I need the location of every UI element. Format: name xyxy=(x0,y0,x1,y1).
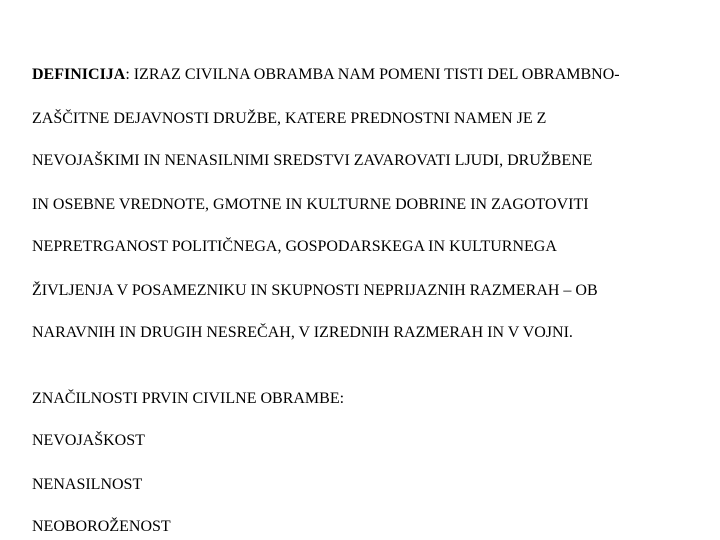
characteristic-item: NEVOJAŠKOST xyxy=(32,432,145,449)
definition-line: NEVOJAŠKIMI IN NENASILNIMI SREDSTVI ZAVAROVATI LJUDI, DRUŽBENE xyxy=(32,152,593,169)
definition-line: NARAVNIH IN DRUGIH NESREČAH, V IZREDNIH RAZMERAH IN V VOJNI. xyxy=(32,324,573,341)
characteristic-item: NEOBOROŽENOST xyxy=(32,518,171,535)
definition-line: NEPRETRGANOST POLITIČNEGA, GOSPODARSKEGA IN KULTURNEGA xyxy=(32,238,557,255)
characteristic-item: NENASILNOST xyxy=(32,476,143,493)
definition-line: ŽIVLJENJA V POSAMEZNIKU IN SKUPNOSTI NEPRIJAZNIH RAZMERAH – OB xyxy=(32,282,598,299)
characteristics-heading: ZNAČILNOSTI PRVIN CIVILNE OBRAMBE: xyxy=(32,390,345,407)
definition-first-line xyxy=(32,65,620,85)
definition-line: IN OSEBNE VREDNOTE, GMOTNE IN KULTURNE DOBRINE IN ZAGOTOVITI xyxy=(32,196,589,213)
definition-line: ZAŠČITNE DEJAVNOSTI DRUŽBE, KATERE PREDNOSTNI NAMEN JE Z xyxy=(32,110,547,127)
definition-term: DEFINICIJA xyxy=(32,66,126,83)
definition-first-line-text: : IZRAZ CIVILNA OBRAMBA NAM POMENI TISTI DEL OBRAMBNO- xyxy=(125,66,620,83)
